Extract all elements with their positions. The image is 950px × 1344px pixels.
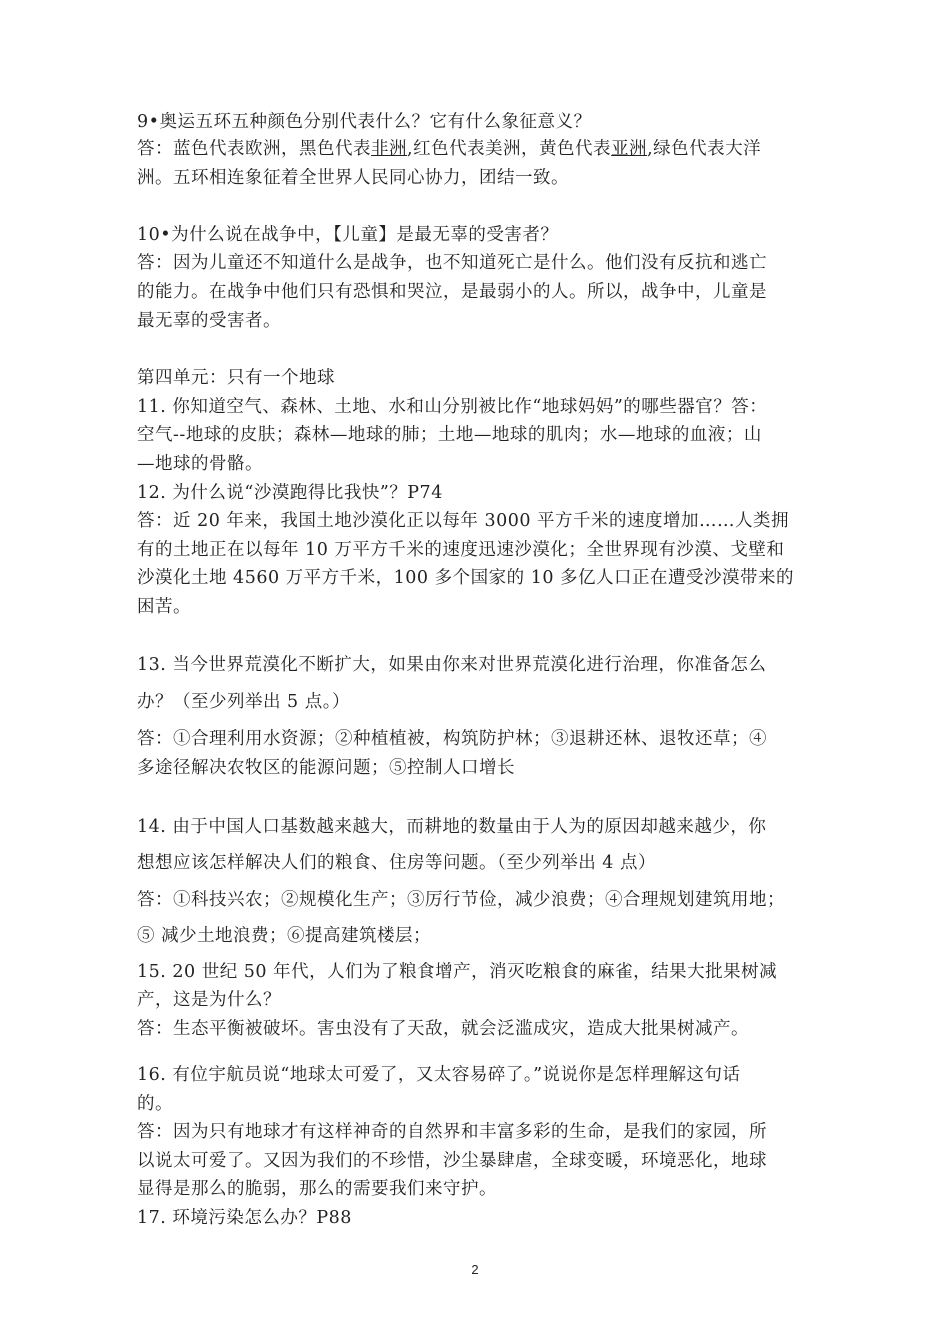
q9-asia: 亚洲 (611, 139, 648, 159)
q11-answer-line-2: —地球的骨骼。 (137, 454, 263, 474)
q14-answer-line-1: 答：①科技兴农；②规模化生产；③厉行节俭，减少浪费；④合理规划建筑用地； (137, 890, 785, 910)
q10-answer-line-3: 最无辜的受害者。 (137, 311, 281, 331)
q11-title: 11. 你知道空气、森林、土地、水和山分别被比作“地球妈妈”的哪些器官？答： (137, 397, 768, 417)
q14-title-line-1: 14. 由于中国人口基数越来越大，而耕地的数量由于人为的原因却越来越少，你 (137, 817, 767, 837)
q12-answer-line-2: 有的土地正在以每年 10 万平方千米的速度迅速沙漠化；全世界现有沙漠、戈壁和 (137, 540, 785, 560)
q13-answer-line-1: 答：①合理利用水资源；②种植植被，构筑防护林；③退耕还林、退牧还草；④ (137, 729, 767, 749)
q12-answer-line-4: 困苦。 (137, 597, 191, 617)
page-number: 2 (471, 1262, 479, 1277)
q15-answer: 答：生态平衡被破坏。害虫没有了天敌，就会泛滥成灾，造成大批果树减产。 (137, 1019, 749, 1039)
q9-answer-part-1: 答：蓝色代表欧洲，黑色代表 (137, 139, 371, 159)
q16-title-line-2: 的。 (137, 1094, 173, 1114)
q16-title-line-1: 16. 有位宇航员说“地球太可爱了，又太容易碎了。”说说你是怎样理解这句话 (137, 1065, 741, 1085)
q9-answer-line-2: 洲。五环相连象征着全世界人民同心协力，团结一致。 (137, 168, 569, 188)
q14-title-line-2: 想想应该怎样解决人们的粮食、住房等问题。（至少列举出 4 点） (137, 853, 657, 873)
q12-answer-line-1: 答：近 20 年来，我国土地沙漠化正以每年 3000 平方千米的速度增加……人类拥 (137, 511, 790, 531)
q9-answer-part-2: ,红色代表美洲，黄色代表 (407, 139, 612, 159)
q9-africa: 非洲 (371, 139, 407, 159)
q11-answer-line-1: 空气--地球的皮肤；森林—地球的肺；土地—地球的肌肉；水—地球的血液；山 (137, 425, 762, 445)
q12-title: 12. 为什么说“沙漠跑得比我快”？P74 (137, 483, 443, 503)
q10-answer-line-2: 的能力。在战争中他们只有恐惧和哭泣，是最弱小的人。所以，战争中，儿童是 (137, 282, 767, 302)
q12-answer-line-3: 沙漠化土地 4560 万平方千米，100 多个国家的 10 多亿人口正在遭受沙漠带来的 (137, 568, 795, 588)
q10-title: 10•为什么说在战争中，【儿童】是最无辜的受害者？ (137, 225, 559, 245)
q14-answer-line-2: ⑤ 减少土地浪费；⑥提高建筑楼层； (137, 926, 432, 946)
q16-answer-line-3: 显得是那么的脆弱，那么的需要我们来守护。 (137, 1179, 497, 1199)
q9-answer-part-3: ,绿色代表大洋 (647, 139, 762, 159)
q15-title-line-1: 15. 20 世纪 50 年代，人们为了粮食增产，消灭吃粮食的麻雀，结果大批果树减 (137, 962, 778, 982)
q16-answer-line-2: 以说太可爱了。又因为我们的不珍惜，沙尘暴肆虐，全球变暖，环境恶化，地球 (137, 1151, 767, 1171)
q13-title-line-2: 办？（至少列举出 5 点。） (137, 692, 351, 712)
q16-answer-line-1: 答：因为只有地球才有这样神奇的自然界和丰富多彩的生命，是我们的家园，所 (137, 1122, 767, 1142)
q17-title: 17. 环境污染怎么办？P88 (137, 1208, 352, 1228)
q10-answer-line-1: 答：因为儿童还不知道什么是战争，也不知道死亡是什么。他们没有反抗和逃亡 (137, 253, 767, 273)
q15-title-line-2: 产，这是为什么？ (137, 990, 281, 1010)
unit-4-heading: 第四单元：只有一个地球 (137, 368, 335, 388)
q13-title-line-1: 13. 当今世界荒漠化不断扩大，如果由你来对世界荒漠化进行治理，你准备怎么 (137, 655, 767, 675)
q13-answer-line-2: 多途径解决农牧区的能源问题；⑤控制人口增长 (137, 758, 515, 778)
q9-title: 9•奥运五环五种颜色分别代表什么？它有什么象征意义？ (137, 112, 592, 132)
q9-answer-line-1 (137, 137, 761, 161)
